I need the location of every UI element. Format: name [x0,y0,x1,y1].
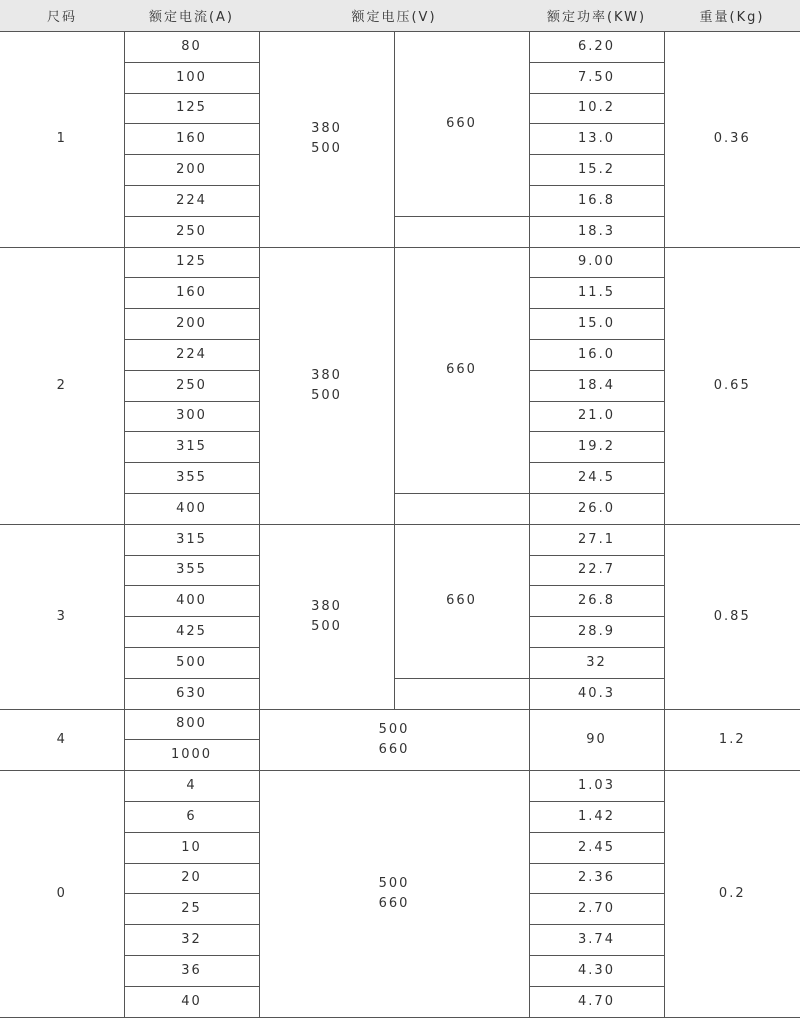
weight-cell: 0.36 [664,32,800,248]
voltage-value: 500 [311,618,342,634]
voltage-b-cell: 660 [394,524,529,678]
table-row [0,709,800,740]
power-cell: 10.2 [529,93,664,124]
power-cell: 2.45 [529,832,664,863]
current-cell: 125 [124,247,259,278]
current-cell: 20 [124,863,259,894]
voltage-b-empty-cell [394,678,529,709]
voltage-value: 500 [378,721,410,737]
voltage-value: 500 [311,387,342,403]
voltage-a-cell [259,524,394,709]
power-cell: 15.2 [529,155,664,186]
current-cell: 400 [124,586,259,617]
voltage-b-empty-cell [394,216,529,247]
current-cell: 25 [124,894,259,925]
current-cell: 315 [124,524,259,555]
current-cell: 36 [124,955,259,986]
power-cell: 1.03 [529,771,664,802]
size-cell: 3 [0,524,124,709]
voltage-value: 500 [378,875,410,891]
power-cell: 9.00 [529,247,664,278]
power-cell: 19.2 [529,432,664,463]
current-cell: 630 [124,678,259,709]
header-voltage: 额定电压(V) [259,0,529,32]
power-cell: 32 [529,647,664,678]
current-cell: 32 [124,925,259,956]
size-cell: 4 [0,709,124,771]
current-cell: 160 [124,278,259,309]
current-cell: 425 [124,617,259,648]
power-cell: 18.3 [529,216,664,247]
header-row [0,0,800,32]
current-cell: 250 [124,216,259,247]
voltage-value: 500 [311,141,342,157]
power-cell: 18.4 [529,370,664,401]
voltage-value: 380 [311,121,342,137]
power-cell: 1.42 [529,801,664,832]
current-cell: 800 [124,709,259,740]
table-row [0,32,800,63]
current-cell: 355 [124,555,259,586]
power-cell: 40.3 [529,678,664,709]
size-cell: 1 [0,32,124,248]
voltage-value: 380 [311,367,342,383]
power-cell: 4.70 [529,986,664,1017]
header-current: 额定电流(A) [124,0,259,32]
power-cell: 4.30 [529,955,664,986]
current-cell: 10 [124,832,259,863]
size-cell: 2 [0,247,124,524]
header-weight: 重量(Kg) [664,0,800,32]
current-cell: 125 [124,93,259,124]
power-cell: 2.70 [529,894,664,925]
current-cell: 224 [124,339,259,370]
voltage-a-cell [259,247,394,524]
power-cell: 16.8 [529,185,664,216]
table-row [0,247,800,278]
power-cell: 11.5 [529,278,664,309]
current-cell: 250 [124,370,259,401]
current-cell: 100 [124,62,259,93]
power-cell: 15.0 [529,309,664,340]
power-cell: 90 [529,709,664,771]
voltage-value: 380 [311,598,342,614]
power-cell: 26.8 [529,586,664,617]
table-row [0,524,800,555]
current-cell: 160 [124,124,259,155]
power-cell: 27.1 [529,524,664,555]
current-cell: 40 [124,986,259,1017]
current-cell: 500 [124,647,259,678]
voltage-value: 660 [378,741,410,757]
power-cell: 6.20 [529,32,664,63]
power-cell: 13.0 [529,124,664,155]
voltage-cell [259,771,529,1017]
weight-cell: 0.2 [664,771,800,1017]
voltage-b-cell: 660 [394,32,529,217]
power-cell: 3.74 [529,925,664,956]
current-cell: 400 [124,493,259,524]
voltage-a-cell [259,32,394,248]
voltage-value: 660 [378,895,410,911]
current-cell: 1000 [124,740,259,771]
weight-cell: 0.85 [664,524,800,709]
table-row [0,771,800,802]
size-cell: 0 [0,771,124,1017]
power-cell: 26.0 [529,493,664,524]
current-cell: 224 [124,185,259,216]
current-cell: 355 [124,463,259,494]
weight-cell: 1.2 [664,709,800,771]
current-cell: 6 [124,801,259,832]
power-cell: 21.0 [529,401,664,432]
power-cell: 7.50 [529,62,664,93]
header-power: 额定功率(KW) [529,0,664,32]
voltage-cell [259,709,529,771]
current-cell: 315 [124,432,259,463]
current-cell: 200 [124,155,259,186]
power-cell: 24.5 [529,463,664,494]
power-cell: 28.9 [529,617,664,648]
power-cell: 22.7 [529,555,664,586]
voltage-b-cell: 660 [394,247,529,493]
current-cell: 80 [124,32,259,63]
power-cell: 16.0 [529,339,664,370]
current-cell: 4 [124,771,259,802]
current-cell: 300 [124,401,259,432]
header-size: 尺码 [0,0,124,32]
power-cell: 2.36 [529,863,664,894]
current-cell: 200 [124,309,259,340]
weight-cell: 0.65 [664,247,800,524]
voltage-b-empty-cell [394,493,529,524]
